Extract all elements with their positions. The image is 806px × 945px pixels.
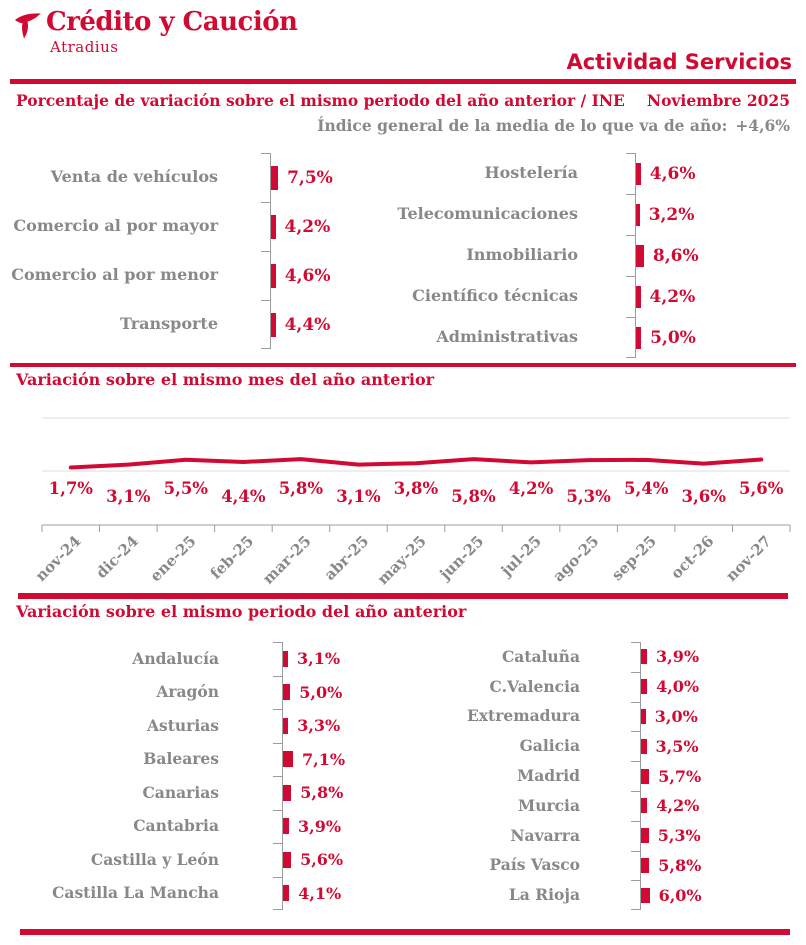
- bar-value: 8,6%: [652, 245, 699, 266]
- bar: [636, 327, 641, 349]
- month-label: nov-27: [722, 532, 776, 585]
- report-title: Actividad Servicios: [566, 50, 792, 74]
- bar-value: 5,7%: [658, 766, 702, 786]
- bar: [641, 769, 649, 784]
- bar-row: [400, 276, 800, 317]
- region-bar-chart-right: [400, 642, 800, 910]
- axis-tick: [626, 235, 635, 236]
- bar-label: Científico técnicas: [412, 286, 578, 306]
- bar-label: Aragón: [156, 682, 219, 702]
- line-series: [71, 459, 761, 467]
- axis-tick: [631, 821, 640, 822]
- point-value-label: 4,2%: [508, 479, 554, 498]
- bar: [636, 204, 640, 226]
- bar-label: Transporte: [119, 314, 218, 334]
- bar-value: 6,0%: [658, 885, 702, 905]
- axis-tick: [631, 791, 640, 792]
- bar-area: [635, 317, 800, 358]
- ytd-index-label: Índice general de la media de lo que va de año:: [317, 116, 728, 135]
- bar-label: Madrid: [517, 765, 580, 785]
- axis-tick: [273, 877, 282, 878]
- report-period: Noviembre 2025: [646, 91, 790, 110]
- month-label: sep-25: [608, 532, 661, 585]
- bar-row: [400, 235, 800, 276]
- bar-area: [270, 251, 396, 300]
- bar-value: 3,1%: [297, 649, 341, 669]
- bar-area: [270, 202, 396, 251]
- month-label: ago-25: [549, 532, 603, 586]
- point-value-label: 3,1%: [106, 487, 151, 506]
- bar-row: [10, 877, 396, 911]
- bar: [271, 313, 276, 337]
- bar-row: [397, 194, 800, 235]
- bar-row: [10, 251, 396, 300]
- bar-label: Comercio al por menor: [11, 265, 218, 285]
- bar-area: [282, 843, 396, 877]
- bar-row: [400, 821, 800, 851]
- bar-area: [282, 676, 396, 710]
- axis-tick: [631, 672, 640, 673]
- point-value-label: 5,6%: [739, 479, 784, 498]
- point-value-label: 1,7%: [48, 479, 93, 498]
- axis-tick: [261, 300, 270, 301]
- bar-row: [400, 702, 800, 732]
- bar-row: [10, 642, 396, 676]
- bar-label: Asturias: [146, 715, 219, 735]
- axis-tick: [631, 642, 640, 643]
- bar-value: 5,8%: [300, 783, 344, 803]
- bar-label: Hostelería: [484, 163, 578, 183]
- bar-label: Venta de vehículos: [50, 167, 218, 187]
- bar-value: 3,3%: [297, 716, 341, 736]
- axis-tick: [631, 880, 640, 881]
- point-value-label: 5,3%: [566, 487, 611, 506]
- month-label: dic-24: [92, 532, 143, 582]
- bar-row: [10, 300, 396, 349]
- bar-value: 4,0%: [656, 677, 700, 697]
- bar: [283, 651, 288, 667]
- bar-value: 4,1%: [298, 883, 342, 903]
- bar-row: [10, 153, 396, 202]
- bar-value: 4,2%: [656, 796, 700, 816]
- bar-label: Navarra: [510, 825, 580, 845]
- bar-area: [640, 821, 800, 851]
- bar-value: 3,9%: [656, 647, 700, 667]
- bar-value: 7,5%: [287, 167, 333, 188]
- bar: [641, 828, 649, 843]
- bar-value: 5,0%: [650, 327, 696, 348]
- bar-label: Administrativas: [436, 327, 578, 347]
- bar-label: Castilla y León: [90, 849, 219, 869]
- bar-area: [640, 761, 800, 791]
- bar-label: Comercio al por mayor: [13, 216, 218, 236]
- divider-top: [10, 79, 796, 84]
- brand-bird-icon: [12, 11, 42, 41]
- sector-bar-chart-left: [10, 153, 396, 349]
- bar-value: 3,0%: [654, 706, 698, 726]
- bar-area: [640, 851, 800, 881]
- bar-row: [10, 676, 396, 710]
- divider-regions: [18, 593, 788, 599]
- month-label: mar-25: [259, 532, 315, 588]
- monthly-line-chart: [0, 405, 806, 605]
- axis-tick: [626, 194, 635, 195]
- bar-row: [400, 791, 800, 821]
- monthly-section-title: Variación sobre el mismo mes del año anterior: [16, 370, 435, 389]
- axis-tick: [273, 909, 282, 910]
- bar-value: 4,2%: [649, 286, 696, 307]
- month-label: may-25: [373, 532, 430, 589]
- point-value-label: 3,8%: [393, 479, 439, 498]
- bar: [283, 718, 288, 734]
- bar: [283, 785, 291, 801]
- axis-tick: [261, 348, 270, 349]
- ytd-index-value: +4,6%: [735, 116, 790, 135]
- sector-bar-chart-right: [397, 153, 800, 358]
- bar-value: 4,6%: [284, 265, 331, 286]
- month-label: ene-25: [146, 532, 200, 586]
- month-label: oct-26: [667, 532, 718, 583]
- month-label: abr-25: [320, 532, 373, 584]
- bar: [283, 818, 289, 834]
- bar-row: [10, 810, 396, 844]
- axis-tick: [631, 851, 640, 852]
- month-label: jun-25: [436, 532, 488, 584]
- bar-row: [10, 776, 396, 810]
- bar: [636, 245, 644, 267]
- axis-tick: [631, 702, 640, 703]
- axis-tick: [626, 357, 635, 358]
- bar: [283, 751, 293, 767]
- axis-tick: [631, 909, 640, 910]
- bar-value: 4,6%: [649, 163, 696, 184]
- bar-label: Baleares: [143, 749, 219, 769]
- bar-area: [640, 672, 800, 702]
- bar: [641, 798, 647, 813]
- point-value-label: 5,8%: [278, 479, 324, 498]
- bar: [271, 264, 276, 288]
- ytd-index: [317, 116, 790, 135]
- bar-row: [400, 880, 800, 910]
- bar-label: Cantabria: [133, 816, 219, 836]
- report-subhead: [16, 91, 790, 110]
- bar-value: 4,2%: [284, 216, 331, 237]
- bar-label: Extremadura: [466, 706, 580, 726]
- bar-area: [635, 276, 800, 317]
- bar-label: País Vasco: [489, 855, 580, 875]
- bar-label: Murcia: [518, 795, 580, 815]
- axis-tick: [273, 776, 282, 777]
- bar-row: [10, 843, 396, 877]
- region-bar-chart-left: [10, 642, 396, 910]
- axis-tick: [273, 709, 282, 710]
- bar-row: [400, 317, 800, 358]
- bar-row: [400, 851, 800, 881]
- bar-row: [400, 731, 800, 761]
- bar-label: Canarias: [142, 782, 219, 802]
- brand-name: Crédito y Caución: [46, 7, 298, 37]
- bar: [641, 649, 647, 664]
- bar-label: Galicia: [519, 736, 580, 756]
- point-value-label: 5,5%: [163, 479, 208, 498]
- bar-area: [282, 642, 396, 676]
- bar-label: Inmobiliario: [466, 245, 578, 265]
- bar: [636, 163, 641, 185]
- bar-area: [635, 194, 800, 235]
- axis-tick: [261, 153, 270, 154]
- month-label: feb-25: [206, 532, 258, 583]
- bar: [271, 166, 278, 190]
- axis-tick: [273, 810, 282, 811]
- bar: [283, 885, 289, 901]
- axis-tick: [273, 642, 282, 643]
- bar-row: [400, 153, 800, 194]
- bar-area: [640, 791, 800, 821]
- point-value-label: 5,4%: [624, 479, 669, 498]
- bar-area: [282, 743, 396, 777]
- brand-text: [42, 6, 297, 56]
- bar-row: [10, 709, 396, 743]
- bar-area: [282, 877, 396, 911]
- axis-tick: [273, 743, 282, 744]
- divider-bottom: [20, 929, 790, 935]
- bar-value: 5,0%: [299, 682, 343, 702]
- bar: [283, 684, 290, 700]
- bar-value: 5,8%: [658, 855, 702, 875]
- bar-area: [282, 810, 396, 844]
- bar-area: [640, 731, 800, 761]
- bar-row: [10, 202, 396, 251]
- axis-tick: [631, 761, 640, 762]
- axis-tick: [273, 843, 282, 844]
- report-subtitle: Porcentaje de variación sobre el mismo periodo del año anterior / INE: [16, 91, 625, 110]
- bar: [641, 739, 647, 754]
- bar-value: 7,1%: [302, 749, 346, 769]
- brand-subname: Atradius: [50, 38, 119, 56]
- bar-label: La Rioja: [508, 885, 580, 905]
- point-value-label: 5,8%: [451, 487, 496, 506]
- point-value-label: 3,6%: [681, 487, 726, 506]
- bar-area: [635, 235, 800, 276]
- point-value-label: 3,1%: [336, 487, 381, 506]
- bar: [636, 286, 641, 308]
- axis-tick: [261, 251, 270, 252]
- bar-label: Telecomunicaciones: [397, 204, 578, 224]
- bar: [641, 709, 646, 724]
- axis-tick: [626, 276, 635, 277]
- point-value-label: 4,4%: [221, 487, 266, 506]
- bar-area: [282, 709, 396, 743]
- bar: [641, 679, 647, 694]
- bar-value: 3,2%: [648, 204, 695, 225]
- bar-value: 4,4%: [284, 314, 331, 335]
- axis-tick: [273, 676, 282, 677]
- bar: [641, 858, 649, 873]
- regions-section-title: Variación sobre el mismo periodo del año anterior: [16, 602, 467, 621]
- bar-value: 3,9%: [298, 816, 342, 836]
- bar-value: 5,3%: [657, 826, 701, 846]
- bar-area: [640, 702, 800, 732]
- bar-label: Cataluña: [501, 646, 580, 666]
- bar-area: [640, 880, 800, 910]
- month-label: nov-24: [31, 532, 85, 585]
- bar-value: 3,5%: [655, 736, 699, 756]
- brand-logo: [12, 6, 297, 56]
- month-label: jul-25: [497, 532, 545, 580]
- axis-tick: [626, 153, 635, 154]
- bar-row: [10, 743, 396, 777]
- divider-monthly: [10, 363, 796, 367]
- bar-label: Castilla La Mancha: [52, 883, 219, 903]
- bar-area: [270, 153, 396, 202]
- bar: [283, 852, 291, 868]
- bar-label: C.Valencia: [489, 676, 580, 696]
- bar-row: [400, 761, 800, 791]
- bar: [641, 888, 650, 903]
- bar-row: [400, 672, 800, 702]
- axis-tick: [261, 202, 270, 203]
- bar-area: [282, 776, 396, 810]
- axis-tick: [626, 317, 635, 318]
- bar-area: [640, 642, 800, 672]
- bar-value: 5,6%: [300, 850, 344, 870]
- bar-label: Andalucía: [132, 648, 219, 668]
- bar-row: [400, 642, 800, 672]
- bar-area: [270, 300, 396, 349]
- axis-tick: [631, 731, 640, 732]
- bar: [271, 215, 276, 239]
- bar-area: [635, 153, 800, 194]
